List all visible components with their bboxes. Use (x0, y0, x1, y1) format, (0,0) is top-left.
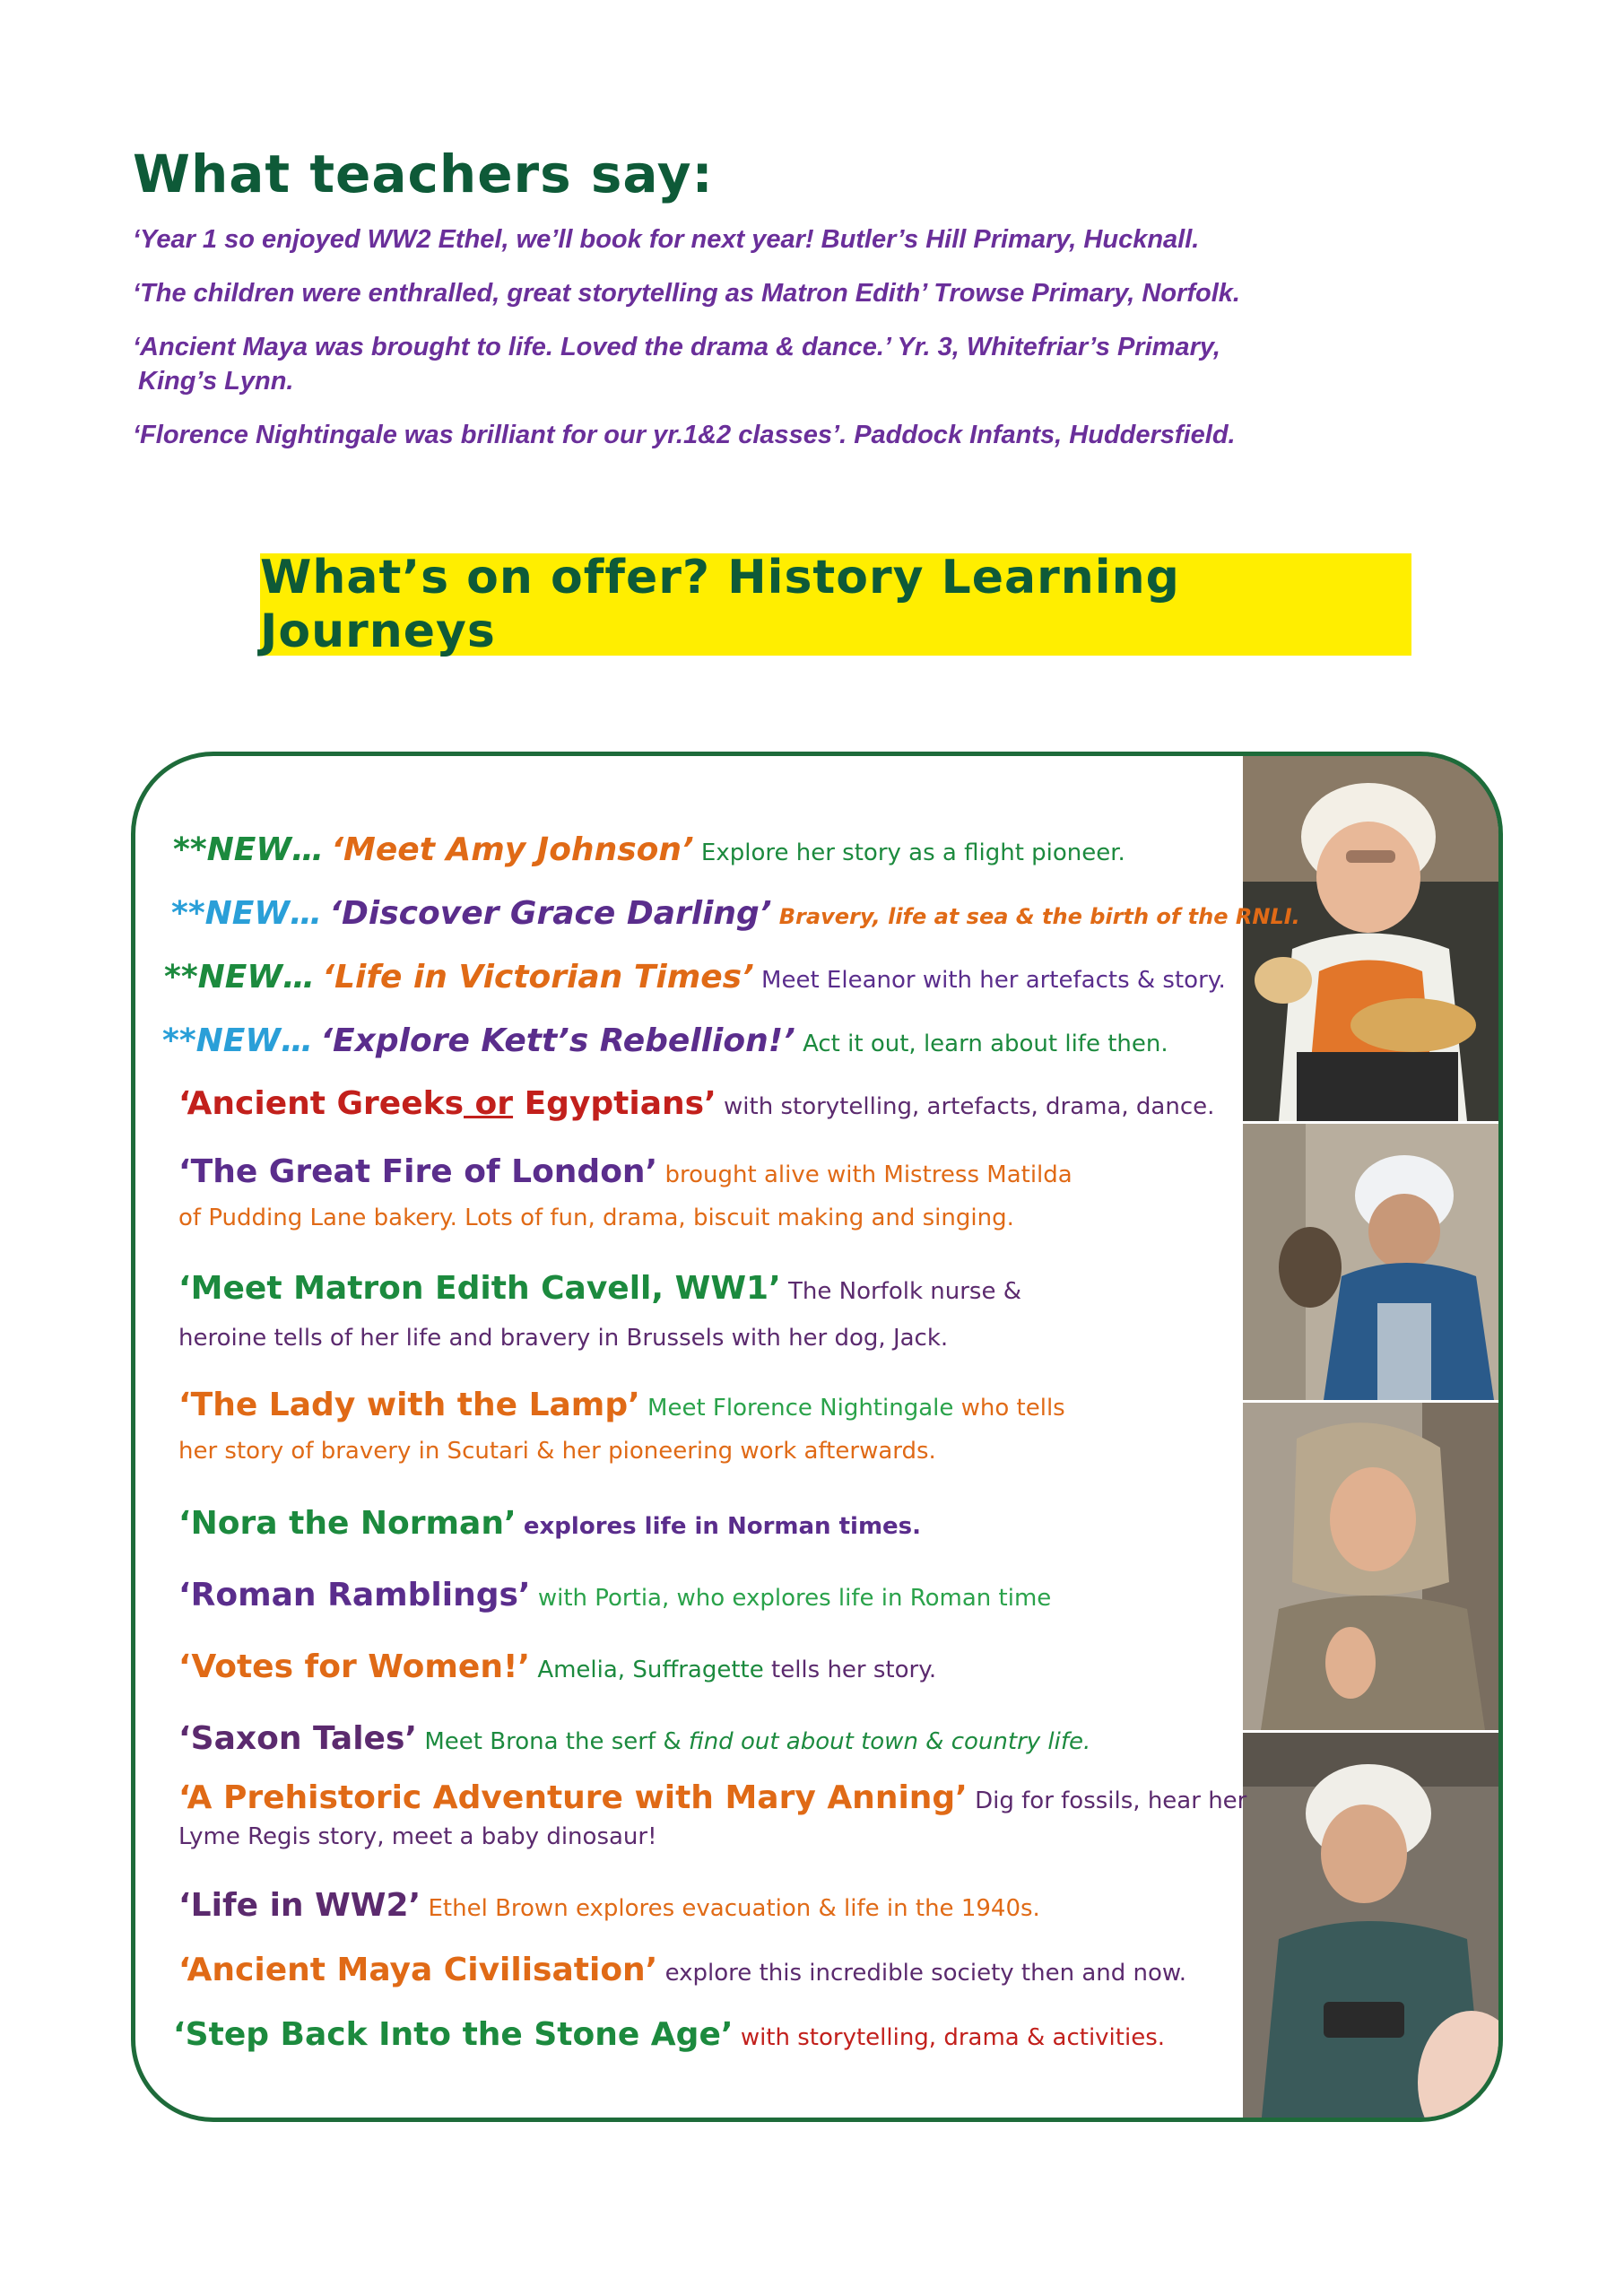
photo-strip (1243, 756, 1503, 2122)
offer-title: ‘Votes for Women!’ (178, 1648, 531, 1685)
offer-title: ‘A Prehistoric Adventure with Mary Anning’ (178, 1779, 968, 1816)
offer-desc: Bravery, life at sea & the birth of the RNLI. (778, 904, 1300, 929)
new-label: **NEW… (173, 831, 325, 868)
offer-ketts-rebellion (162, 1023, 1168, 1062)
offer-desc: with storytelling, artefacts, drama, dance. (724, 1093, 1215, 1120)
offer-mary-anning (178, 1780, 1246, 1855)
offer-desc: Act it out, learn about life then. (803, 1031, 1168, 1057)
offer-edith-cavell (178, 1271, 1021, 1356)
offer-desc: find out about town & country life. (688, 1728, 1091, 1755)
offer-ancient-maya (178, 1952, 1186, 1991)
offer-amy-johnson (173, 832, 1125, 871)
offer-title: ‘Ancient Greeks (178, 1085, 465, 1122)
offer-desc: tells her story. (771, 1657, 937, 1683)
offer-desc: explore this incredible society then and now. (664, 1960, 1187, 1987)
offer-title-or: or (464, 1085, 514, 1122)
photo-victorian-lady (1243, 756, 1503, 1121)
offer-desc: heroine tells of her life and bravery in Brussels with her dog, Jack. (178, 1325, 949, 1352)
offers-card (131, 752, 1503, 2122)
offer-desc: with Portia, who explores life in Roman time (537, 1585, 1052, 1612)
offer-title: ‘Step Back Into the Stone Age’ (173, 2016, 734, 2053)
offer-desc: with storytelling, drama & activities. (740, 2024, 1166, 2051)
photo-matilda (1243, 1124, 1503, 1400)
offer-votes-for-women (178, 1649, 936, 1688)
new-label: **NEW… (171, 895, 323, 932)
offer-desc: her story of bravery in Scutari & her pioneering work afterwards. (178, 1438, 936, 1465)
offer-title: ‘The Lady with the Lamp’ (178, 1387, 640, 1423)
offer-title: ‘Explore Kett’s Rebellion!’ (320, 1022, 795, 1059)
offer-title: ‘The Great Fire of London’ (178, 1153, 658, 1190)
offer-lady-with-lamp (178, 1387, 1065, 1469)
photo-nora (1243, 1403, 1503, 1730)
offer-title: ‘Life in Victorian Times’ (322, 959, 754, 996)
offer-desc: Amelia, Suffragette (537, 1657, 764, 1683)
offer-desc: brought alive with Mistress Matilda (664, 1161, 1073, 1188)
offer-desc: Meet Florence Nightingale (647, 1395, 954, 1422)
offer-desc: Dig for fossils, hear her (975, 1787, 1247, 1814)
offer-title: ‘Roman Ramblings’ (178, 1577, 531, 1613)
offer-desc: Lyme Regis story, meet a baby dinosaur! (178, 1823, 657, 1850)
offer-victorian-times (164, 960, 1226, 998)
offer-title: Egyptians’ (513, 1085, 716, 1122)
offer-title: ‘Nora the Norman’ (178, 1505, 517, 1542)
offer-life-in-ww2 (178, 1888, 1040, 1926)
offer-stone-age (173, 2017, 1165, 2056)
offer-grace-darling (171, 896, 1300, 935)
new-label: **NEW… (162, 1022, 314, 1059)
offer-desc: The Norfolk nurse & (788, 1278, 1022, 1305)
offer-title: ‘Meet Amy Johnson’ (331, 831, 694, 868)
offer-great-fire (178, 1154, 1073, 1236)
offer-desc: Meet Eleanor with her artefacts & story. (761, 967, 1226, 994)
testimonial-line: King’s Lynn. (138, 367, 294, 396)
offer-banner (260, 553, 1411, 656)
offer-title: ‘Saxon Tales’ (178, 1720, 418, 1757)
offer-desc: Ethel Brown explores evacuation & life in the 1940s. (428, 1895, 1040, 1922)
offer-title: ‘Ancient Maya Civilisation’ (178, 1952, 658, 1988)
offer-saxon-tales (178, 1721, 1090, 1760)
testimonial: ‘Florence Nightingale was brilliant for our yr.1&2 classes’. Paddock Infants, Huddersfield. (133, 421, 1236, 449)
offer-desc: Explore her story as a flight pioneer. (700, 839, 1125, 866)
offer-desc: of Pudding Lane bakery. Lots of fun, drama, biscuit making and singing. (178, 1205, 1014, 1231)
offer-nora-norman (178, 1506, 921, 1544)
offer-roman-ramblings (178, 1578, 1051, 1616)
teachers-heading: What teachers say: (133, 144, 714, 204)
banner-text: What’s on offer? History Learning Journeys (260, 551, 1180, 658)
offer-greeks-egyptians (178, 1086, 1214, 1125)
testimonial (133, 330, 1532, 398)
offer-desc: explores life in Norman times. (523, 1513, 922, 1540)
offer-desc: who tells (960, 1395, 1065, 1422)
testimonial: ‘Year 1 so enjoyed WW2 Ethel, we’ll book for next year! Butler’s Hill Primary, Hucknall. (133, 225, 1200, 254)
offer-title: ‘Life in WW2’ (178, 1887, 421, 1924)
offer-desc: Meet Brona the serf & (424, 1728, 682, 1755)
testimonial: ‘The children were enthralled, great storytelling as Matron Edith’ Trowse Primary, Norfolk. (133, 279, 1240, 308)
offer-title: ‘Discover Grace Darling’ (329, 895, 772, 932)
offer-title: ‘Meet Matron Edith Cavell, WW1’ (178, 1270, 781, 1307)
new-label: **NEW… (164, 959, 316, 996)
photo-mary-anning (1243, 1733, 1503, 2122)
testimonials (133, 222, 1532, 472)
testimonial-line: ‘Ancient Maya was brought to life. Loved the drama & dance.’ Yr. 3, Whitefriar’s Primary, (133, 333, 1220, 361)
